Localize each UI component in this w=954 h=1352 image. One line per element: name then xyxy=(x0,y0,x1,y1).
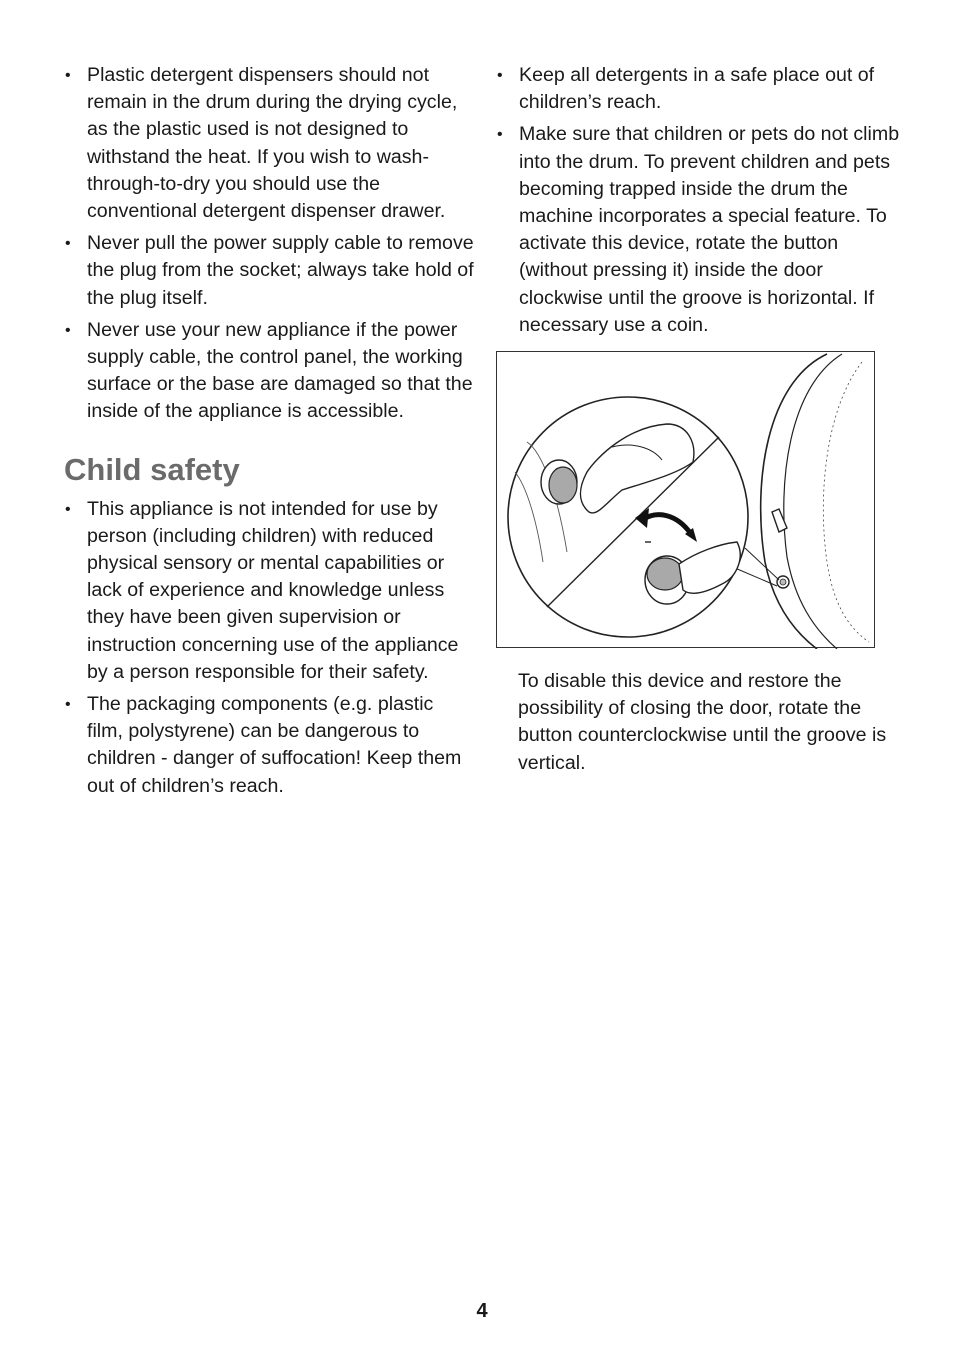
bullet-item: • Plastic detergent dispensers should not remain in the drum during the drying cycle, as the plastic used is not designed to withstand the heat. If you wish to wash-through-to-dry you should use the conventional detergent dispenser drawer. xyxy=(64,62,474,225)
bullet-item: • Keep all detergents in a safe place out of children’s reach. xyxy=(496,62,906,116)
page-number: 4 xyxy=(476,1300,488,1322)
bullet-list-right xyxy=(496,62,906,339)
bullet-item: • Never pull the power supply cable to remove the plug from the socket; always take hold of the plug itself. xyxy=(64,230,474,312)
bullet-list-general-safety xyxy=(64,62,474,426)
bullet-list-child-safety xyxy=(64,496,474,800)
right-column xyxy=(496,62,906,777)
section-title-child-safety: Child safety xyxy=(64,451,240,487)
bullet-item: • The packaging components (e.g. plastic film, polystyrene) can be dangerous to children - danger of suffocation! Keep them out of children’s reach. xyxy=(64,691,474,800)
bullet-item: • Make sure that children or pets do not climb into the drum. To prevent children and pets becoming trapped inside the drum the machine incorporates a special feature. To activate this device, rotate the button (without pressing it) inside the door clockwise until the groove is horizontal. If necessary use a coin. xyxy=(496,121,906,339)
bullet-item: • This appliance is not intended for use by person (including children) with reduced physical sensory or mental capabilities or lack of experience and knowledge unless they have been given supervision or instruction concerning use of the appliance by a person responsible for their safety. xyxy=(64,496,474,686)
door-child-lock-illustration xyxy=(496,351,875,648)
door-lock-drawing xyxy=(497,352,876,649)
disable-device-paragraph: To disable this device and restore the possibility of closing the door, rotate the button counterclockwise until the groove is vertical. xyxy=(518,670,887,774)
left-column xyxy=(64,62,474,805)
bullet-item: • Never use your new appliance if the power supply cable, the control panel, the working surface or the base are damaged so that the inside of the appliance is accessible. xyxy=(64,317,474,426)
